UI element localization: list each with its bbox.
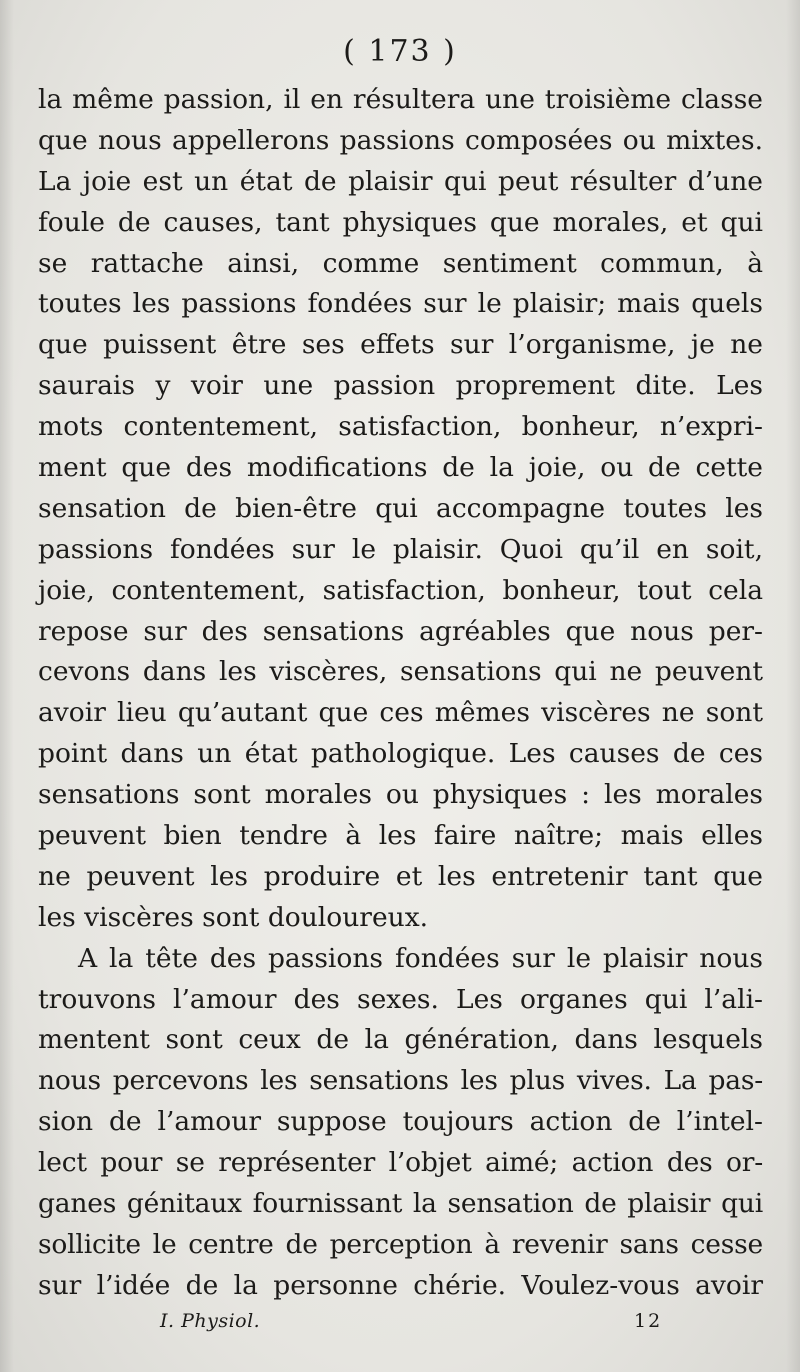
text-line: La joie est un état de plaisir qui peut résulter d’une — [38, 165, 763, 197]
text-line: sion de l’amour suppose toujours action de l’intel- — [38, 1106, 763, 1138]
text-line: que nous appellerons passions composées ou mixtes. — [38, 124, 763, 156]
sheet-number: 12 — [634, 1310, 663, 1332]
text-line: joie, contentement, satisfaction, bonheur, tout cela — [38, 574, 763, 606]
page-footer — [0, 1310, 800, 1340]
text-line: nous percevons les sensations les plus vives. La pas- — [38, 1065, 763, 1097]
text-line: toutes les passions fondées sur le plaisir; mais quels — [38, 288, 763, 320]
text-line: foule de causes, tant physiques que morales, et qui — [38, 206, 763, 238]
text-line: avoir lieu qu’autant que ces mêmes viscères ne sont — [38, 697, 763, 729]
text-line: peuvent bien tendre à les faire naître; mais elles — [38, 820, 763, 852]
text-line: repose sur des sensations agréables que nous per- — [38, 615, 763, 647]
text-line: A la tête des passions fondées sur le plaisir nous — [78, 942, 763, 974]
signature-mark: I. Physiol. — [160, 1310, 261, 1332]
text-line: sensation de bien-être qui accompagne toutes les — [38, 492, 763, 524]
text-line: mots contentement, satisfaction, bonheur, n’expri- — [38, 411, 763, 443]
text-line: ne peuvent les produire et les entretenir tant que — [38, 860, 763, 892]
text-line: trouvons l’amour des sexes. Les organes qui l’ali- — [38, 983, 763, 1015]
text-line: saurais y voir une passion proprement dite. Les — [38, 370, 763, 402]
page-right-edge — [786, 0, 800, 1372]
text-line: ganes génitaux fournissant la sensation de plaisir qui — [38, 1188, 763, 1220]
text-line: sur l’idée de la personne chérie. Voulez-vous avoir — [38, 1269, 763, 1301]
page-left-edge — [0, 0, 14, 1372]
page-number: ( 173 ) — [343, 34, 457, 69]
text-line: que puissent être ses effets sur l’organisme, je ne — [38, 329, 763, 361]
text-line: la même passion, il en résultera une troisième classe — [38, 84, 763, 115]
text-line: sensations sont morales ou physiques : les morales — [38, 779, 763, 811]
text-line: se rattache ainsi, comme sentiment commun, à — [38, 247, 763, 279]
body-text — [38, 80, 763, 1307]
text-line: sollicite le centre de perception à revenir sans cesse — [38, 1228, 763, 1260]
text-line: cevons dans les viscères, sensations qui ne peuvent — [38, 656, 763, 688]
text-line: point dans un état pathologique. Les causes de ces — [38, 738, 763, 770]
text-line: lect pour se représenter l’objet aimé; action des or- — [38, 1147, 763, 1179]
text-line: passions fondées sur le plaisir. Quoi qu’il en soit, — [38, 533, 763, 565]
text-line: mentent sont ceux de la génération, dans lesquels — [38, 1024, 763, 1056]
text-line: les viscères sont douloureux. — [38, 901, 429, 933]
text-line: ment que des modifications de la joie, ou de cette — [38, 452, 763, 484]
